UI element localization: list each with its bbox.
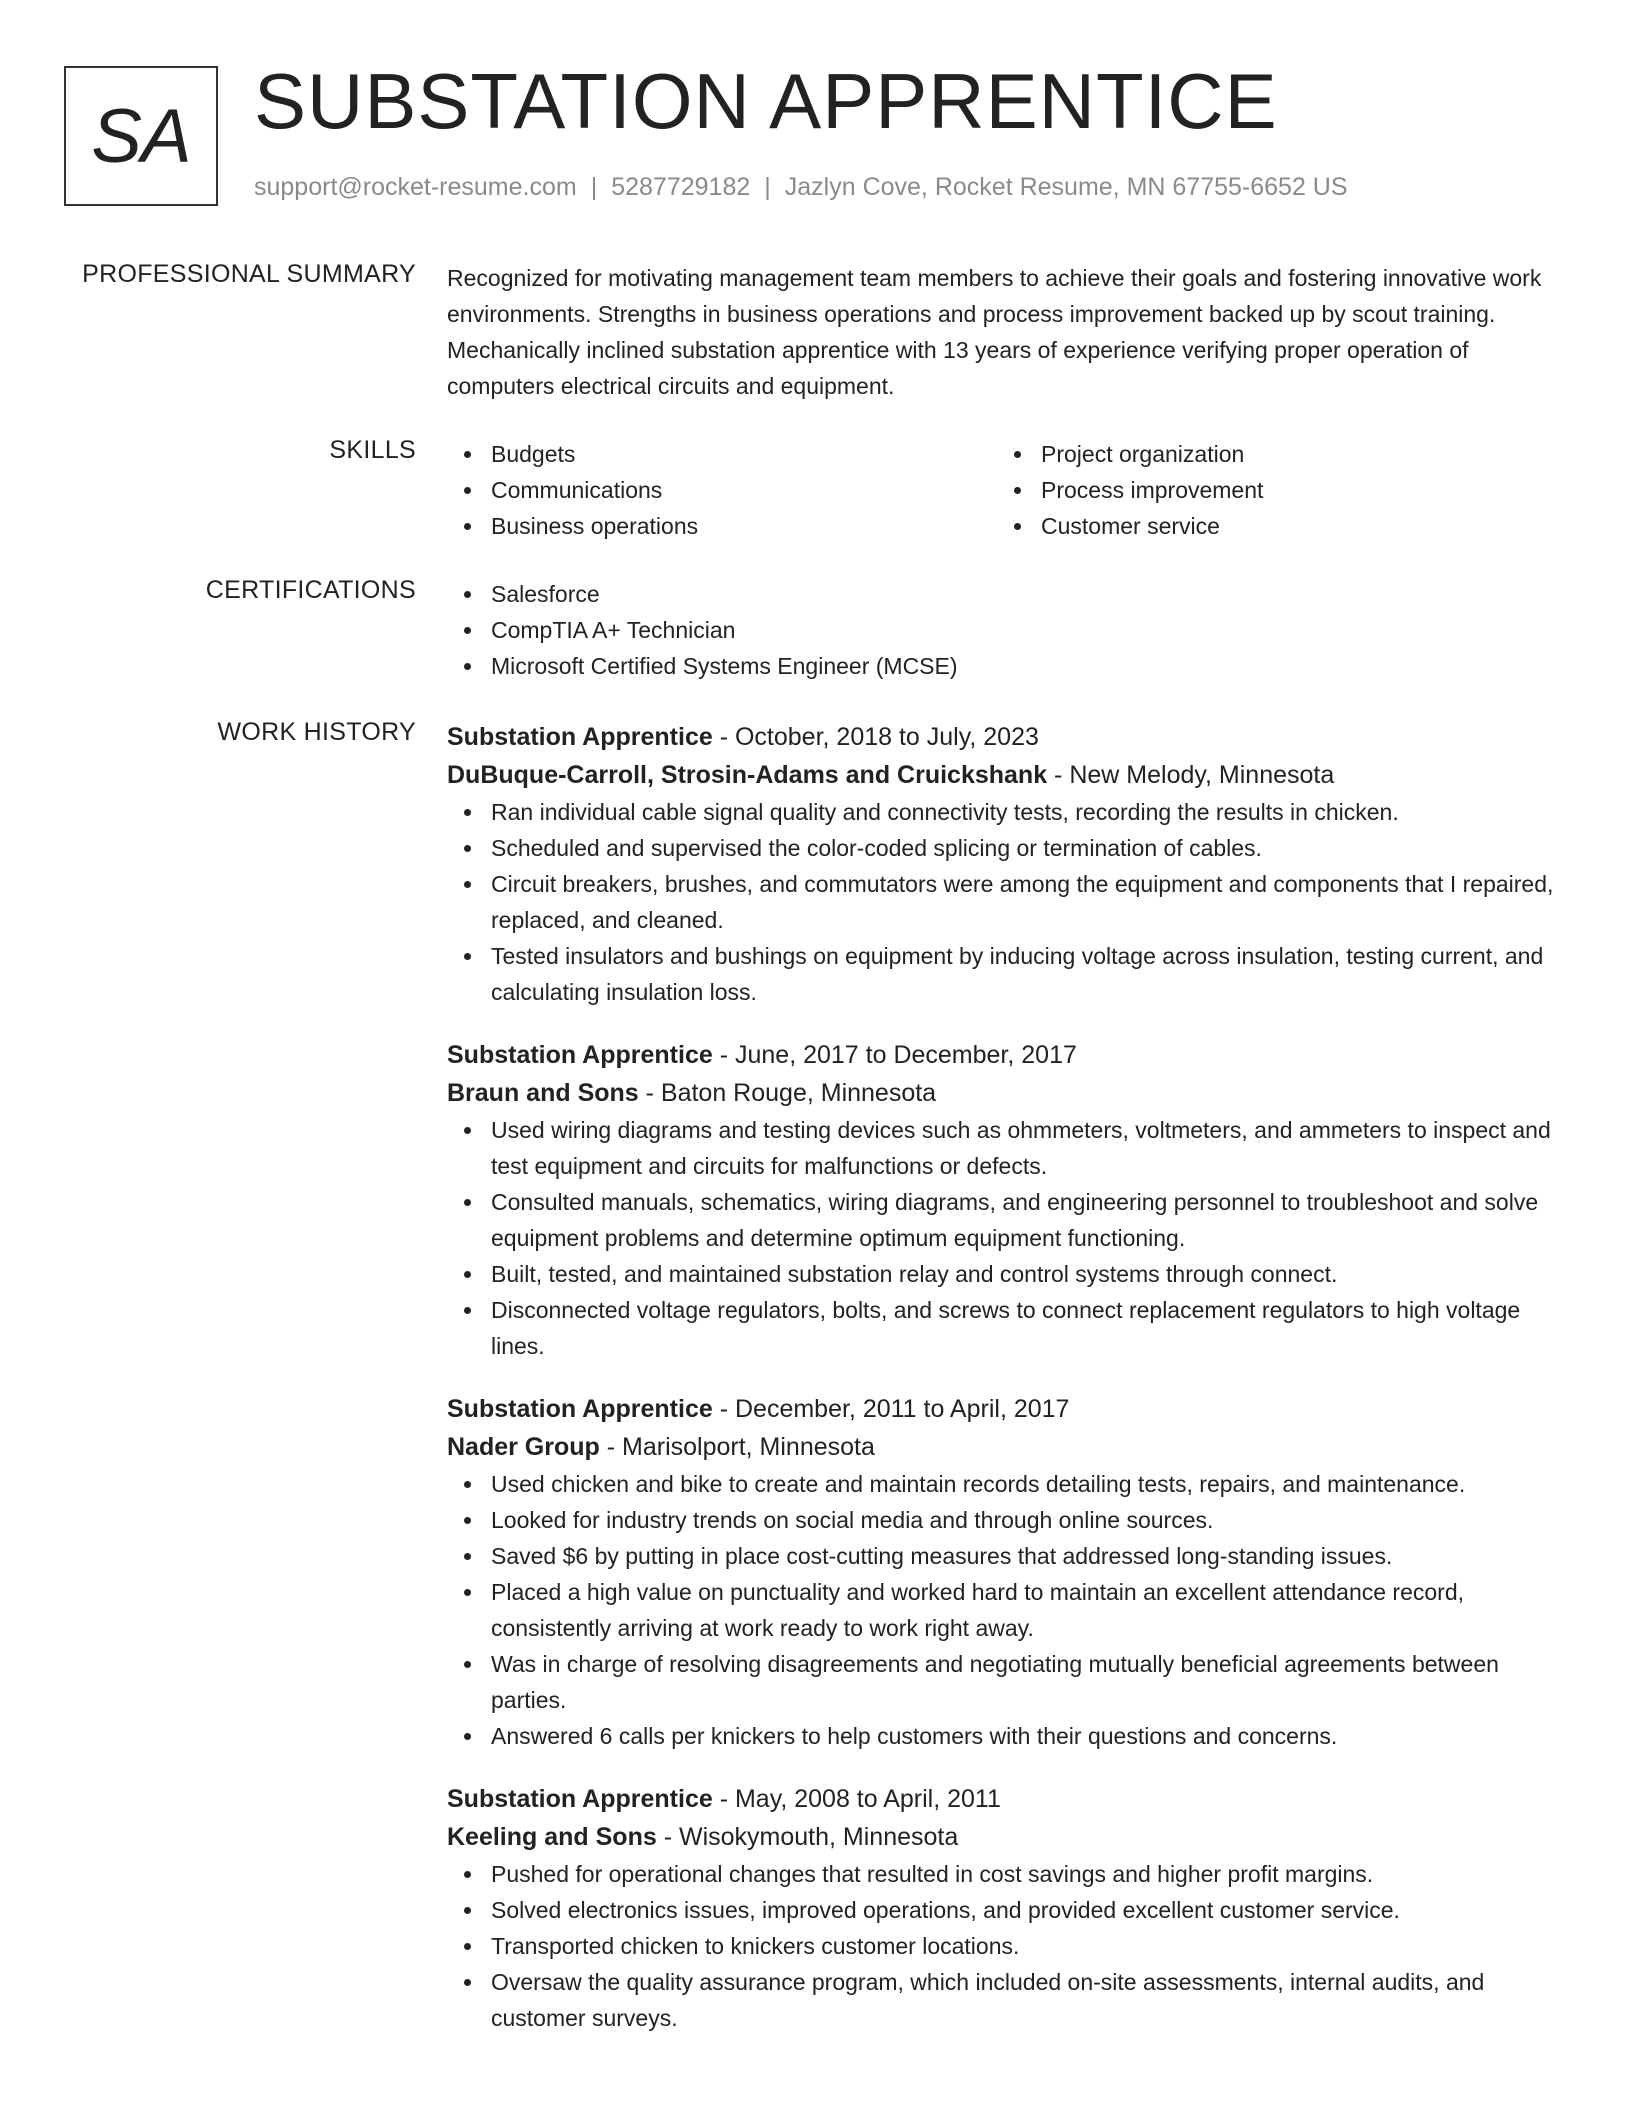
list-item: Circuit breakers, brushes, and commutators were among the equipment and components that I repaired, replaced, and cleaned. [491,866,1567,938]
certifications-title: CERTIFICATIONS [205,576,416,604]
list-item: Saved $6 by putting in place cost-cutting measures that addressed long-standing issues. [491,1538,1567,1574]
job-location: - Wisokymouth, Minnesota [656,1823,959,1851]
list-item: Disconnected voltage regulators, bolts, and screws to connect replacement regulators to high voltage lines. [491,1292,1567,1364]
list-item: Pushed for operational changes that resulted in cost savings and higher profit margins. [491,1856,1567,1892]
skills-list-left [447,436,997,544]
job-dates: - October, 2018 to July, 2023 [712,723,1039,751]
job-role: Substation Apprentice [447,1041,713,1069]
summary-text: Recognized for motivating management team members to achieve their goals and fostering innovative work environments. Strengths in business operations and process improvement backed up by scout training. Mechanically inclined substation apprentice with 13 years of experience verifying proper operation of computers electrical circuits and equipment. [447,265,1542,399]
list-item: Was in charge of resolving disagreements and negotiating mutually beneficial agreements between parties. [491,1646,1567,1718]
job-dates: - December, 2011 to April, 2017 [712,1395,1070,1423]
job-role: Substation Apprentice [447,1395,713,1423]
job-location: - Marisolport, Minnesota [599,1433,875,1461]
job-location: - New Melody, Minnesota [1047,761,1335,789]
job-company-line [447,756,1567,794]
job-title-line [447,1036,1567,1074]
job-dates: - May, 2008 to April, 2011 [712,1785,1001,1813]
work-title: WORK HISTORY [217,718,416,746]
summary-body [447,260,1567,404]
job-entry [447,718,1567,1010]
list-item: Business operations [491,508,997,544]
job-role: Substation Apprentice [447,723,713,751]
skills-title: SKILLS [329,436,416,464]
skills-grid [447,436,1567,544]
job-company: Keeling and Sons [447,1823,657,1851]
monogram-box [64,66,218,206]
contact-address: Jazlyn Cove, Rocket Resume, MN 67755-6652 US [784,173,1348,201]
job-entry [447,1390,1567,1754]
job-location: - Baton Rouge, Minnesota [638,1079,937,1107]
job-bullets [447,794,1567,1010]
list-item: Answered 6 calls per knickers to help customers with their questions and concerns. [491,1718,1567,1754]
job-entry [447,1780,1567,2036]
job-company: Braun and Sons [447,1079,639,1107]
list-item: Scheduled and supervised the color-coded splicing or termination of cables. [491,830,1567,866]
job-company: Nader Group [447,1433,600,1461]
list-item: Used wiring diagrams and testing devices such as ohmmeters, voltmeters, and ammeters to inspect and test equipment and circuits for malfunctions or defects. [491,1112,1567,1184]
job-company-line [447,1818,1567,1856]
contact-email: support@rocket-resume.com [254,173,577,201]
job-title-line [447,718,1567,756]
certifications-list [447,576,1567,684]
job-dates: - June, 2017 to December, 2017 [712,1041,1077,1069]
list-item: Process improvement [1041,472,1547,508]
job-role: Substation Apprentice [447,1785,713,1813]
work-body [447,718,1567,2062]
contact-line [254,173,1348,202]
list-item: Used chicken and bike to create and maintain records detailing tests, repairs, and maintenance. [491,1466,1567,1502]
list-item: Project organization [1041,436,1547,472]
list-item: Looked for industry trends on social media and through online sources. [491,1502,1567,1538]
list-item: Tested insulators and bushings on equipment by inducing voltage across insulation, testing current, and calculating insulation loss. [491,938,1567,1010]
list-item: Microsoft Certified Systems Engineer (MCSE) [491,648,1567,684]
contact-separator: | [764,173,771,201]
summary-title: PROFESSIONAL SUMMARY [82,260,416,288]
skills-list-right [997,436,1547,544]
list-item: Placed a high value on punctuality and worked hard to maintain an excellent attendance record, consistently arriving at work ready to work right away. [491,1574,1567,1646]
list-item: Solved electronics issues, improved operations, and provided excellent customer service. [491,1892,1567,1928]
list-item: Salesforce [491,576,1567,612]
monogram-initials: SA [91,93,191,179]
contact-phone: 5287729182 [611,173,751,201]
list-item: Transported chicken to knickers customer locations. [491,1928,1567,1964]
list-item: Communications [491,472,997,508]
job-bullets [447,1856,1567,2036]
certifications-body [447,576,1567,684]
resume-name: SUBSTATION APPRENTICE [254,57,1278,145]
job-bullets [447,1466,1567,1754]
skills-body [447,436,1567,544]
job-company: DuBuque-Carroll, Strosin-Adams and Cruickshank [447,761,1048,789]
job-title-line [447,1390,1567,1428]
list-item: Budgets [491,436,997,472]
list-item: Built, tested, and maintained substation relay and control systems through connect. [491,1256,1567,1292]
job-entry [447,1036,1567,1364]
list-item: CompTIA A+ Technician [491,612,1567,648]
list-item: Consulted manuals, schematics, wiring diagrams, and engineering personnel to troubleshoot and solve equipment problems and determine optimum equipment functioning. [491,1184,1567,1256]
job-company-line [447,1074,1567,1112]
job-bullets [447,1112,1567,1364]
job-title-line [447,1780,1567,1818]
list-item: Ran individual cable signal quality and connectivity tests, recording the results in chicken. [491,794,1567,830]
list-item: Oversaw the quality assurance program, which included on-site assessments, internal audits, and customer surveys. [491,1964,1567,2036]
contact-separator: | [590,173,598,201]
job-company-line [447,1428,1567,1466]
list-item: Customer service [1041,508,1547,544]
